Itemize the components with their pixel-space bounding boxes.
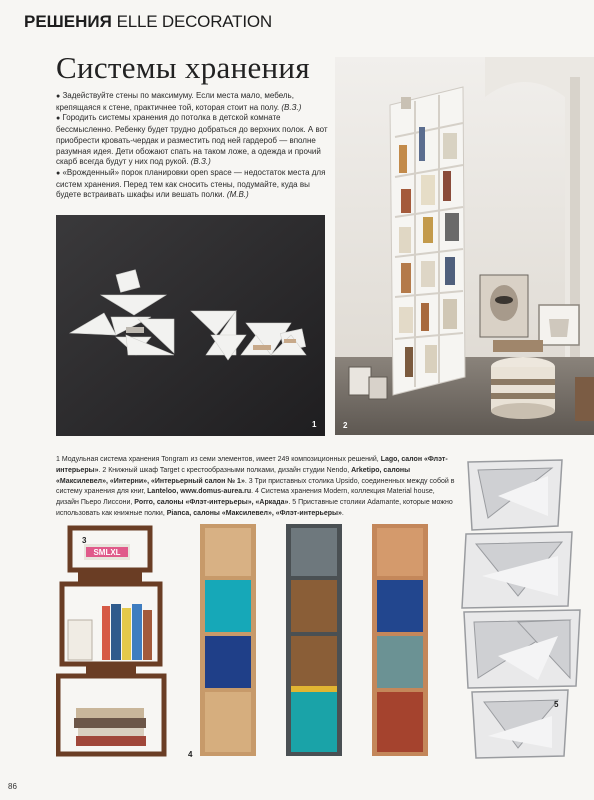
author-initials: (В.З.) xyxy=(190,157,211,167)
photo-upsido-tables xyxy=(56,524,170,760)
photo-number: 4 xyxy=(188,750,193,759)
photo-tongram-shelves xyxy=(56,215,325,436)
paragraph: ● «Врожденный» порок планировки open space — недостаток места для систем хранения. Перед тем как сносить стены, подумайте, куда вы будете встраивать шкафы или вешать полки. (М.В.) xyxy=(56,167,326,200)
article-body xyxy=(56,91,328,201)
tongram-shelves-illustration xyxy=(56,215,325,436)
author-initials: (М.В.) xyxy=(226,190,249,200)
photo-modern-shelving xyxy=(186,520,444,760)
adamante-tables-illustration xyxy=(458,456,584,762)
page-number: 86 xyxy=(8,782,17,791)
magazine-name: ELLE DECORATION xyxy=(116,12,272,31)
paragraph: ● Городить системы хранения до потолка в детской комнате бессмысленно. Ребенку будет трудно добраться до верхних полок. А вот приобрести кровать-чердак и разместить под ней гардероб — вполне разумная идея. Дети обожают спать на таком ложе, а одежда и прочий скарб всегда будут у них под рукой. (В.З.) xyxy=(56,113,328,167)
photo-target-bookcase xyxy=(335,57,594,435)
magazine-header xyxy=(24,12,272,32)
bullet-icon: ● xyxy=(56,115,61,123)
paragraph: ● Задействуйте стены по максимуму. Если места мало, мебель, крепящаяся к стене, практичнее той, которая стоит на полу. (В.З.) xyxy=(56,91,302,112)
section-label: РЕШЕНИЯ xyxy=(24,12,112,31)
bullet-icon: ● xyxy=(56,93,61,100)
target-bookcase-illustration xyxy=(335,57,594,435)
book-spine-label: SMLXL xyxy=(93,548,121,557)
upsido-tables-illustration xyxy=(56,524,170,760)
brand-name: Lago, салон «Флэт-интерьеры» xyxy=(56,456,448,474)
photo-number: 2 xyxy=(343,421,348,430)
modern-shelving-illustration xyxy=(186,520,444,760)
author-initials: (В.З.) xyxy=(281,102,302,112)
brand-name: Porro, салоны «Флэт-интерьеры», «Аркада» xyxy=(134,499,289,507)
photo-number: 1 xyxy=(312,420,317,429)
photo-number: 5 xyxy=(554,700,559,709)
photo-caption: 1 Модульная система хранения Tongram из семи элементов, имеет 249 композиционных решений, Lago, салон «Флэт-интерьеры». 2 Книжный шкаф Target с крестообразными полками, дизайн студии Nendo, Arketipo, салоны «Максилевел», «Интерни», «Интерьерный салон № 1». 3 Три приставных столика Upsido, соединенных между собой в систему хранения для книг, Lanteloo, www.domus-aurea.ru. 4 Система хранения Modern, коллекция Material house, дизайн Пьеро Лиссони, Porro, салоны «Флэт-интерьеры», «Аркада». 5 Приставные столики Adamante, которые можно использовать как книжные полки, Pianca, салоны «Максилевел», «Флэт-интерьеры». xyxy=(56,456,455,517)
brand-name: Pianca, салоны «Максилевел», «Флэт-интерьеры» xyxy=(166,509,342,517)
photo-adamante-tables xyxy=(458,456,584,762)
article-title: Системы хранения xyxy=(56,50,310,85)
brand-name: Arketipo, салоны «Максилевел», «Интерни», «Интерьерный салон № 1» xyxy=(56,466,411,485)
bullet-icon: ● xyxy=(56,169,61,177)
photo-number: 3 xyxy=(82,536,87,545)
brand-name: Lanteloo, www.domus-aurea.ru xyxy=(147,488,252,496)
